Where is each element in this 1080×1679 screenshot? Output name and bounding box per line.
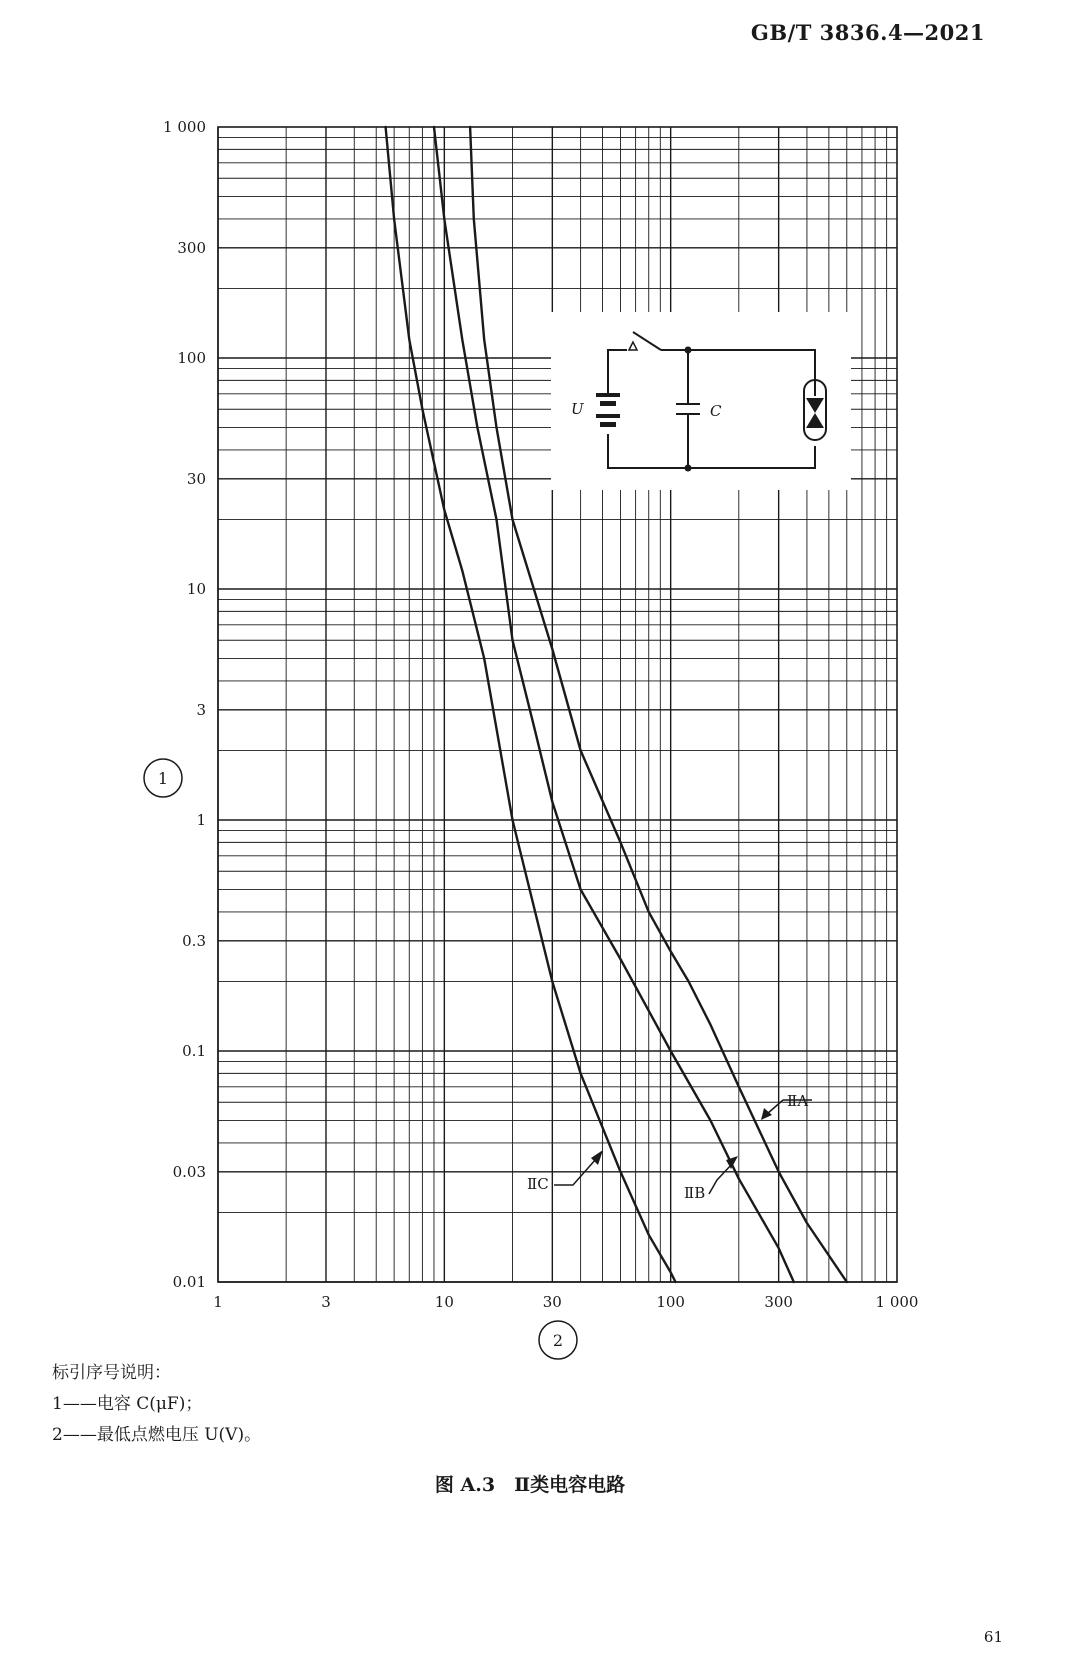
chart-series <box>386 127 847 1282</box>
x-tick-label: 100 <box>656 1293 685 1311</box>
inset-background <box>551 312 851 490</box>
axis-marker-y <box>144 759 182 797</box>
svg-text:2: 2 <box>552 1331 564 1350</box>
legend-title: 标引序号说明： <box>52 1363 171 1383</box>
inset-label-u: U <box>571 400 584 418</box>
y-tick-label: 0.01 <box>172 1273 206 1291</box>
circuit-inset <box>551 312 851 490</box>
axis-tick-labels <box>163 118 918 1311</box>
legend <box>52 1358 261 1451</box>
series-line <box>386 127 676 1282</box>
y-tick-label: 0.3 <box>182 931 206 950</box>
standard-number: GB/T 3836.4—2021 <box>750 20 985 45</box>
y-tick-label: 100 <box>177 349 206 367</box>
x-tick-label: 1 <box>213 1293 223 1311</box>
legend-item: 2——最低点燃电压 U(V)。 <box>52 1425 262 1445</box>
curve-annotations <box>527 1092 812 1202</box>
y-tick-label: 0.1 <box>182 1042 206 1060</box>
annotation-iic: ⅡC <box>527 1175 549 1193</box>
inset-label-c: C <box>710 402 722 420</box>
y-tick-label: 1 <box>196 811 206 829</box>
page-number: 61 <box>983 1628 1003 1646</box>
x-tick-label: 10 <box>434 1293 454 1311</box>
y-tick-label: 10 <box>186 580 206 598</box>
series-line <box>434 127 794 1282</box>
y-tick-label: 0.03 <box>172 1162 206 1181</box>
legend-item: 1——电容 C(μF)； <box>52 1394 203 1414</box>
x-tick-label: 1 000 <box>875 1293 919 1311</box>
y-tick-label: 1 000 <box>163 118 206 136</box>
circuit-node <box>685 465 692 472</box>
annotation-iia: ⅡA <box>787 1092 809 1110</box>
x-tick-label: 30 <box>542 1293 562 1311</box>
x-tick-label: 300 <box>764 1293 793 1311</box>
arrow-icon <box>761 1108 772 1120</box>
figure-caption: 图 A.3 Ⅱ类电容电路 <box>434 1474 626 1496</box>
y-tick-label: 300 <box>177 238 206 257</box>
axis-marker-x <box>539 1321 577 1359</box>
y-tick-label: 30 <box>186 469 206 488</box>
annotation-iib: ⅡB <box>684 1184 706 1202</box>
circuit-node <box>685 347 692 354</box>
svg-text:1: 1 <box>157 769 169 788</box>
x-tick-label: 3 <box>321 1293 331 1311</box>
y-tick-label: 3 <box>196 700 206 719</box>
